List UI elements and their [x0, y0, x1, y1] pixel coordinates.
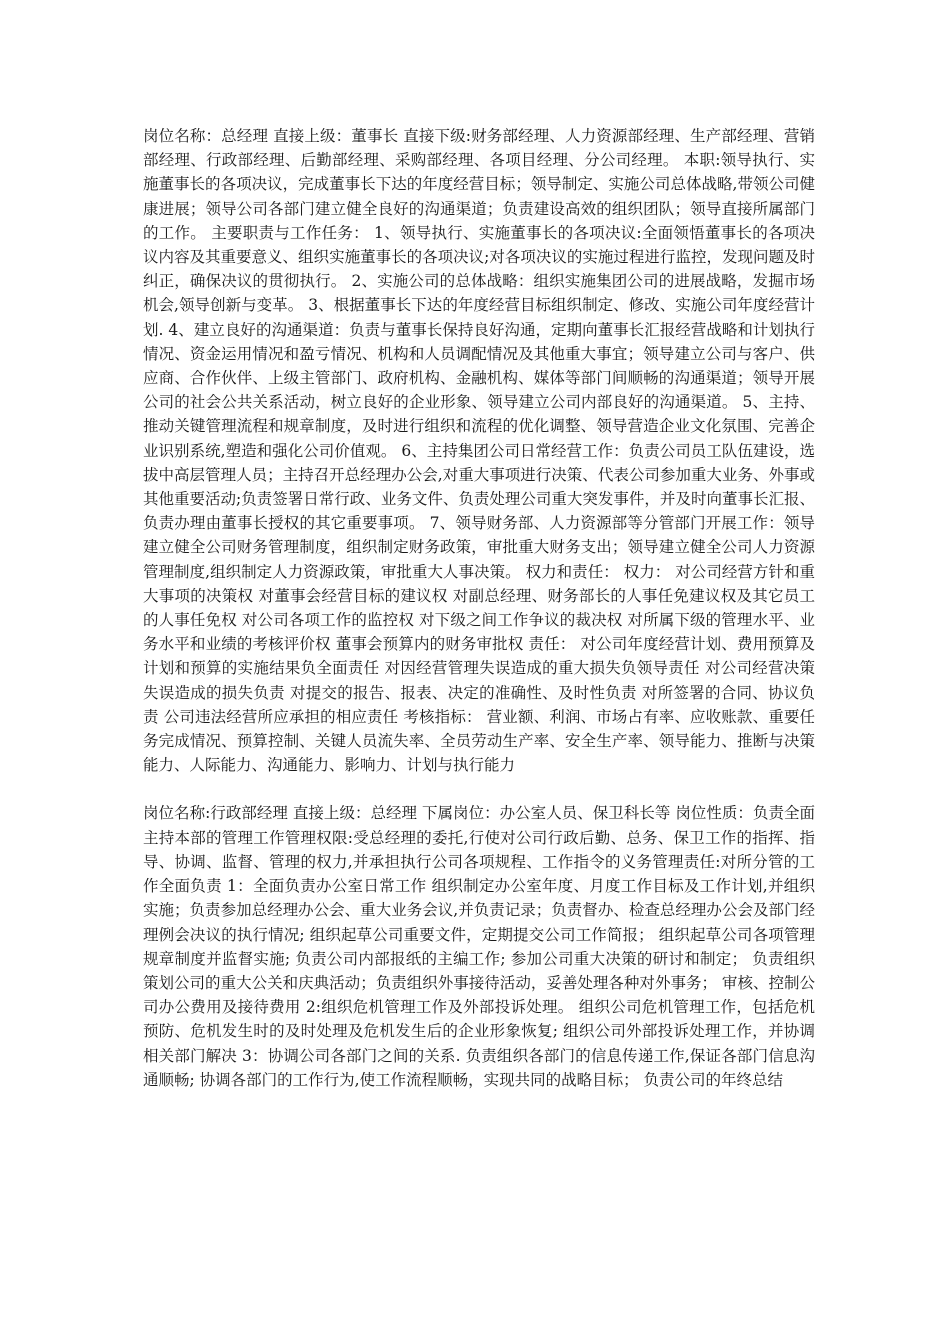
admin-manager-job-description: 岗位名称:行政部经理 直接上级：总经理 下属岗位：办公室人员、保卫科长等 岗位性质：负责全面主持本部的管理工作管理权限:受总经理的委托,行使对公司行政后勤、总务、保卫工作的指挥、指导、协调、监督、管理的权力,并承担执行公司各项规程、工作指令的义务管理责任:对所分管的工作全面负责 1：全面负责办公室日常工作 组织制定办公室年度、月度工作目标及工作计划,并组织实施；负责参加总经理办公会、重大业务会议,并负责记录；负责督办、检查总经理办公会及部门经理例会决议的执行情况; 组织起草公司重要文件，定期提交公司工作简报； 组织起草公司各项管理规章制度并监督实施; 负责公司内部报纸的主编工作; 参加公司重大决策的研讨和制定； 负责组织策划公司的重大公关和庆典活动；负责组织外事接待活动，妥善处理各种对外事务； 审核、控制公司办公费用及接待费用 2:组织危机管理工作及外部投诉处理。 组织公司危机管理工作，包括危机预防、危机发生时的及时处理及危机发生后的企业形象恢复; 组织公司外部投诉处理工作，并协调相关部门解决 3：协调公司各部门之间的关系. 负责组织各部门的信息传递工作,保证各部门信息沟通顺畅; 协调各部门的工作行为,使工作流程顺畅，实现共同的战略目标； 负责公司的年终总结 — [143, 804, 815, 1089]
general-manager-job-description: 岗位名称：总经理 直接上级：董事长 直接下级:财务部经理、人力资源部经理、生产部经理、营销部经理、行政部经理、后勤部经理、采购部经理、各项目经理、分公司经理。 本职:领导执行、实施董事长的各项决议，完成董事长下达的年度经营目标；领导制定、实施公司总体战略,带领公司健康进展；领导公司各部门建立健全良好的沟通渠道；负责建设高效的组织团队；领导直接所属部门的工作。 主要职责与工作任务： 1、领导执行、实施董事长的各项决议:全面领悟董事长的各项决议内容及其重要意义、组织实施董事长的各项决议;对各项决议的实施过程进行监控，发现问题及时纠正，确保决议的贯彻执行。 2、实施公司的总体战略：组织实施集团公司的进展战略，发掘市场机会,领导创新与变革。 3、根据董事长下达的年度经营目标组织制定、修改、实施公司年度经营计划. 4、建立良好的沟通渠道：负责与董事长保持良好沟通，定期向董事长汇报经营战略和计划执行情况、资金运用情况和盈亏情况、机构和人员调配情况及其他重大事宜；领导建立公司与客户、供应商、合作伙伴、上级主管部门、政府机构、金融机构、媒体等部门间顺畅的沟通渠道；领导开展公司的社会公共关系活动，树立良好的企业形象、领导建立公司内部良好的沟通渠道。 5、主持、推动关键管理流程和规章制度，及时进行组织和流程的优化调整、领导营造企业文化氛围、完善企业识别系统,塑造和强化公司价值观。 6、主持集团公司日常经营工作：负责公司员工队伍建设，选拔中高层管理人员；主持召开总经理办公会,对重大事项进行决策、代表公司参加重大业务、外事或其他重要活动;负责签署日常行政、业务文件、负责处理公司重大突发事件，并及时向董事长汇报、负责办理由董事长授权的其它重要事项。 7、领导财务部、人力资源部等分管部门开展工作：领导建立健全公司财务管理制度，组织制定财务政策，审批重大财务支出；领导建立健全公司人力资源管理制度,组织制定人力资源政策，审批重大人事决策。 权力和责任： 权力： 对公司经营方针和重大事项的决策权 对董事会经营目标的建议权 对副总经理、财务部长的人事任免建议权及其它员工的人事任免权 对公司各项工作的监控权 对下级之间工作争议的裁决权 对所属下级的管理水平、业务水平和业绩的考核评价权 董事会预算内的财务审批权 责任： 对公司年度经营计划、费用预算及计划和预算的实施结果负全面责任 对因经营管理失误造成的重大损失负领导责任 对公司经营决策失误造成的损失负责 对提交的报告、报表、决定的准确性、及时性负责 对所签署的合同、协议负责 公司违法经营所应承担的相应责任 考核指标： 营业额、利润、市场占有率、应收账款、重要任务完成情况、预算控制、关键人员流失率、全员劳动生产率、安全生产率、领导能力、推断与决策能力、人际能力、沟通能力、影响力、计划与执行能力 — [143, 127, 815, 775]
document-body — [143, 124, 815, 1092]
